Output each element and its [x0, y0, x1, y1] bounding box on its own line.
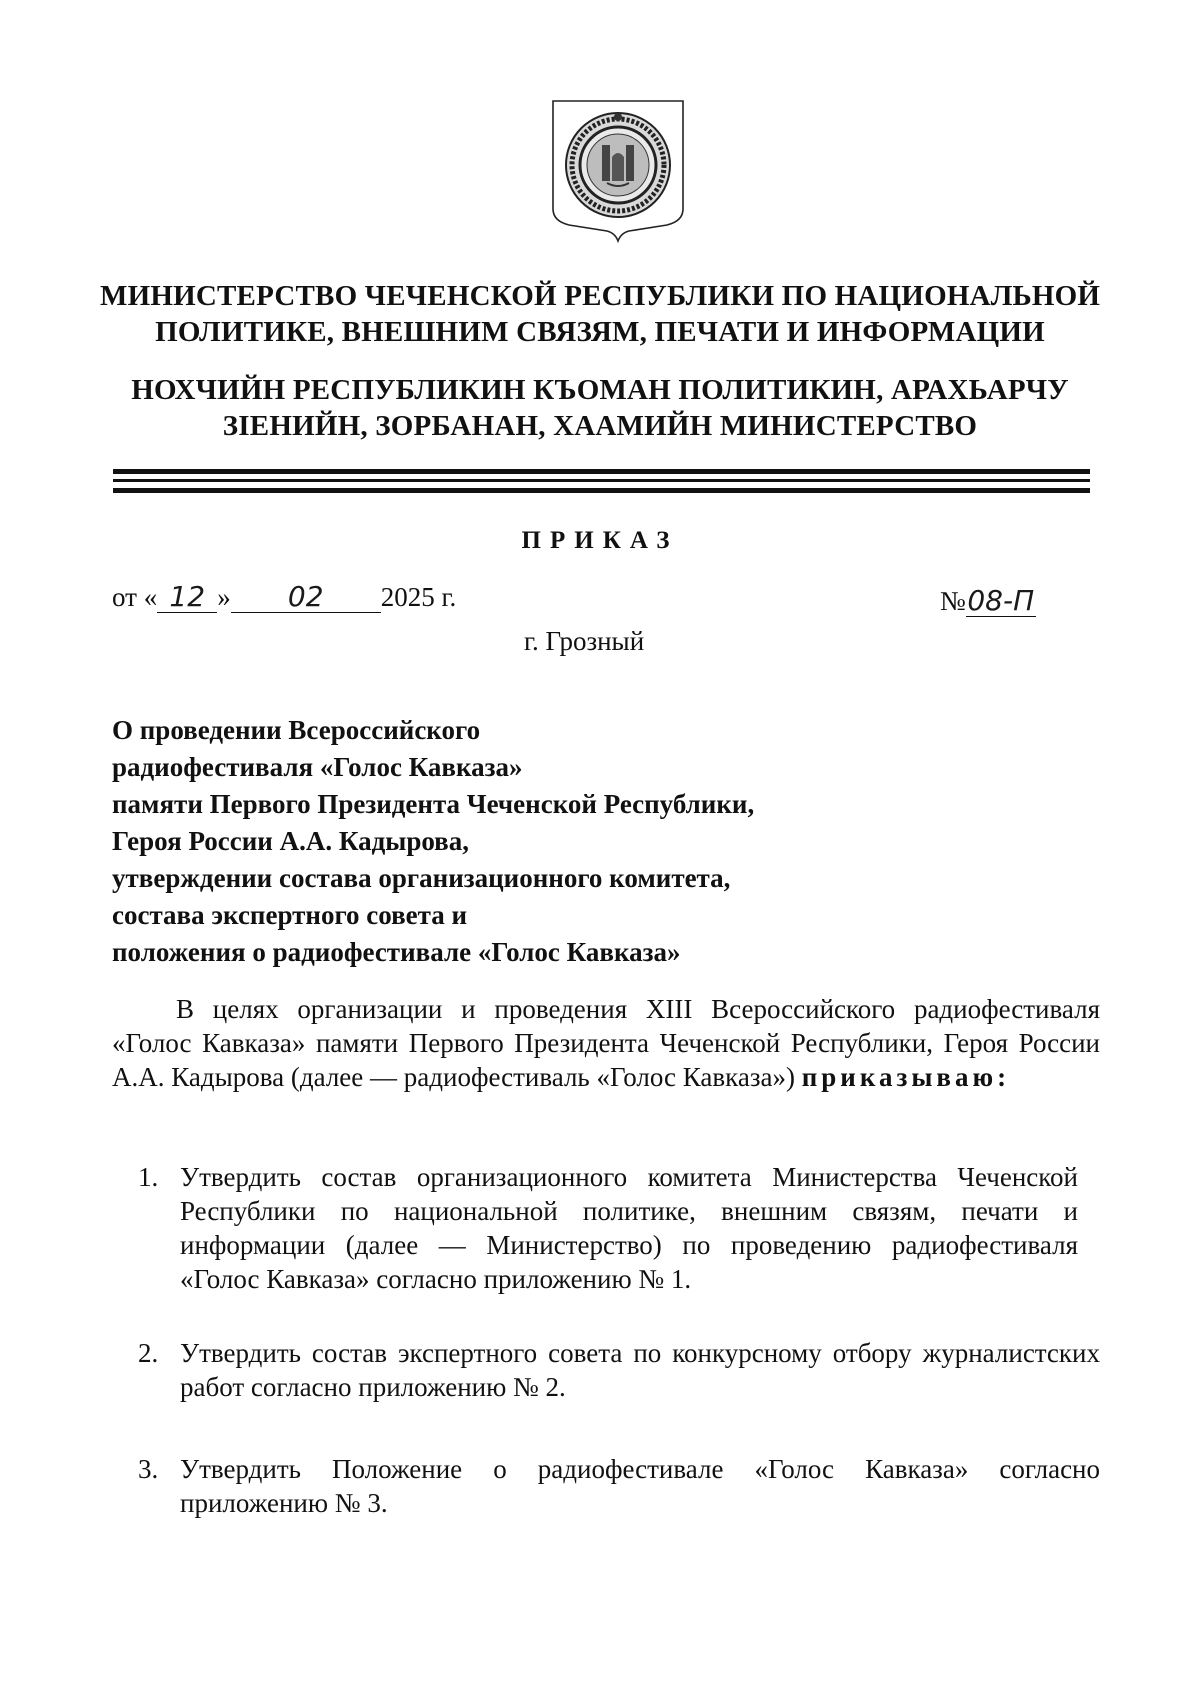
preamble-text: В целях организации и проведения XIII Всероссийского радиофестиваля «Голос Кавказа» памяти Первого Президента Чеченской Республики, Героя России А.А. Кадырова (далее — радиофестиваль «Голос Кавказа»): [112, 994, 1100, 1092]
item-number: 1.: [138, 1162, 159, 1192]
organization-line: МИНИСТЕРСТВО ЧЕЧЕНСКОЙ РЕСПУБЛИКИ ПО НАЦИОНАЛЬНОЙ: [100, 280, 1101, 312]
subject-line: радиофестиваля «Голос Кавказа»: [112, 752, 523, 782]
subject-line: Героя России А.А. Кадырова,: [112, 826, 469, 856]
number-sign: №: [940, 586, 966, 616]
organization-line: ПОЛИТИКЕ, ВНЕШНИМ СВЯЗЯМ, ПЕЧАТИ И ИНФОРМАЦИИ: [155, 316, 1045, 348]
emblem-icon: [549, 97, 687, 243]
item-number: 3.: [138, 1454, 159, 1484]
organization-name-chechen: [100, 372, 1100, 444]
item-text: Утвердить состав организационного комитета Министерства Чеченской Республики по национальной политике, внешним связям, печати и информации (далее — Министерство) по проведению радиофестиваля «Голос Кавказа» согласно приложению № 1.: [180, 1162, 1078, 1294]
order-subject: [112, 712, 754, 971]
order-word: приказываю:: [801, 1062, 1011, 1092]
number-handwritten: 08-П: [967, 584, 1035, 617]
organization-name-russian: [100, 278, 1100, 350]
city-name: г. Грозный: [524, 626, 645, 656]
list-item: [138, 1160, 1078, 1296]
organization-line: НОХЧИЙН РЕСПУБЛИКИН КЪОМАН ПОЛИТИКИН, АРАХЬАРЧУ: [131, 374, 1069, 406]
document-title: ПРИКАЗ: [521, 527, 679, 554]
organization-line: ЗIЕНИЙН, ЗОРБАНАН, ХААМИЙН МИНИСТЕРСТВО: [222, 410, 978, 442]
order-date: [112, 582, 456, 613]
item-text: Утвердить Положение о радиофестивале «Голос Кавказа» согласно приложению № 3.: [180, 1454, 1100, 1518]
date-year: 2025 г.: [380, 582, 457, 612]
header-divider: [113, 488, 1090, 493]
header-divider: [113, 479, 1090, 482]
item-text: Утвердить состав экспертного совета по конкурсному отбору журналистских работ согласно приложению № 2.: [180, 1338, 1100, 1402]
date-month-handwritten: 02: [231, 582, 381, 613]
subject-line: памяти Первого Президента Чеченской Республики,: [112, 789, 755, 819]
header-divider: [113, 469, 1090, 474]
date-prefix: от «: [112, 582, 158, 612]
list-item: [138, 1452, 1100, 1520]
subject-line: утверждении состава организационного комитета,: [112, 863, 731, 893]
order-number: [940, 586, 1036, 617]
date-day-handwritten: 12: [157, 582, 217, 613]
date-mid: »: [217, 582, 231, 612]
list-item: [138, 1336, 1100, 1404]
item-number: 2.: [138, 1338, 159, 1368]
subject-line: состава экспертного совета и: [112, 900, 468, 930]
subject-line: О проведении Всероссийского: [112, 715, 481, 745]
coat-of-arms-emblem: [549, 97, 687, 243]
subject-line: положения о радиофестивале «Голос Кавказа»: [112, 937, 681, 967]
preamble-paragraph: [112, 992, 1100, 1094]
